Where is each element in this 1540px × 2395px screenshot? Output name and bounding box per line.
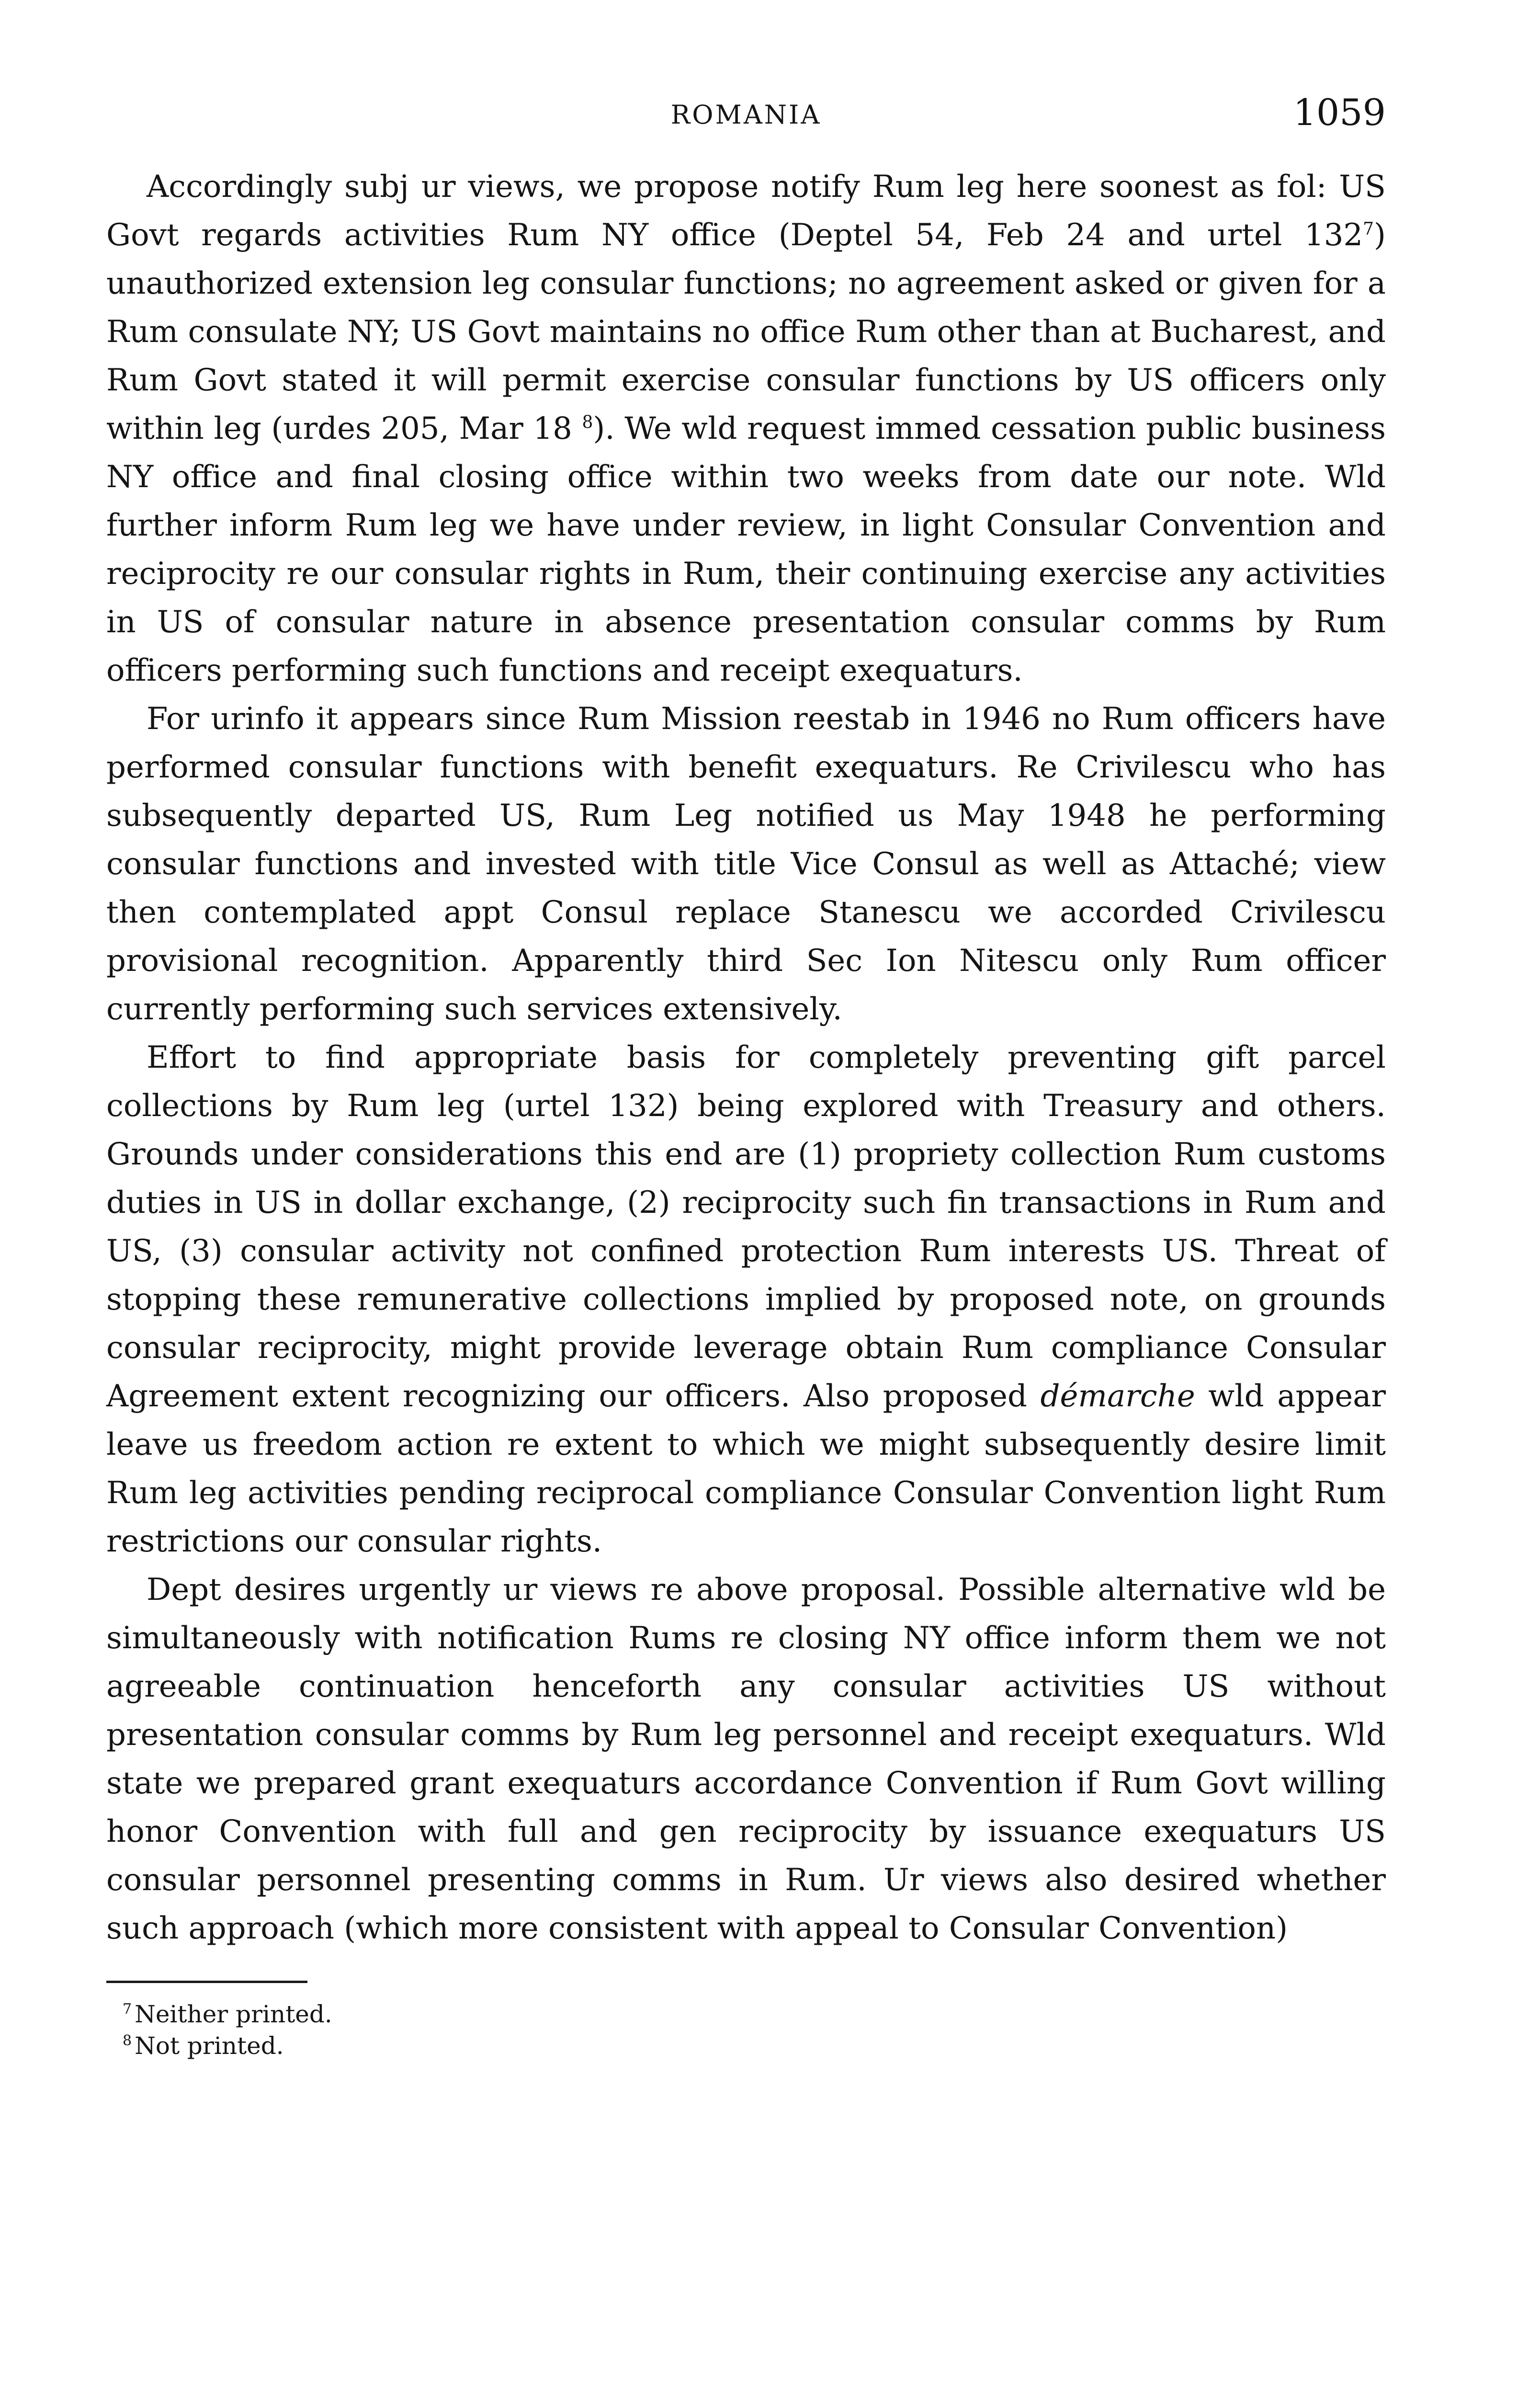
paragraph-1-text-b: ) unauthorized extension leg consular functions; no agreement asked or given for a Rum consulate NY; US Govt maintains no office Rum other than at Bucharest, and Rum Govt stated it will permit exercise consular functions by US officers only within leg (urdes 205, Mar 18 — [106, 217, 1386, 446]
page-header — [106, 91, 1386, 144]
footnote-text: Neither printed. — [135, 2000, 332, 2028]
paragraph-3 — [106, 1034, 1386, 1566]
paragraph-2: For urinfo it appears since Rum Mission reestab in 1946 no Rum officers have performed consular functions with benefit exequaturs. Re Crivilescu who has subsequently departed US, Rum Leg notified us May 1948 he performing consular functions and invested with title Vice Consul as well as Attaché; view then contemplated appt Consul replace Stanescu we accorded Crivilescu provisional recognition. Apparently third Sec Ion Nitescu only Rum officer currently performing such services extensively. — [106, 701, 1386, 1027]
page-number: 1059 — [1293, 91, 1386, 134]
running-head: ROMANIA — [670, 100, 822, 130]
paragraph-3-text-b: wld appear leave us freedom action re extent to which we might subsequently desire limit Rum leg activities pending reciprocal compliance Consular Convention light Rum restrictions our consular rights. — [106, 1379, 1386, 1559]
paragraph-3-text-a: Effort to find appropriate basis for completely preventing gift parcel collections by Rum leg (urtel 132) being explored with Treasury and others. Grounds under considerations this end are (1) propriety collection Rum customs duties in US in dollar exchange, (2) reciprocity such fin transactions in Rum and US, (3) consular activity not confined protection Rum interests US. Threat of stopping these remunerative collections implied by proposed note, on grounds consular reciprocity, might provide leverage obtain Rum compliance Consular Agreement extent recognizing our officers. Also proposed — [106, 1040, 1386, 1414]
footnote-mark: 7 — [123, 2001, 132, 2018]
body-text — [106, 163, 1386, 1953]
footnote-mark: 8 — [123, 2032, 132, 2050]
paragraph-1-text-a: Accordingly subj ur views, we propose notify Rum leg here soonest as fol: US Govt regards activities Rum NY office (Deptel 54, Feb 24 and urtel 132 — [106, 169, 1386, 253]
italic-term: démarche — [1040, 1379, 1195, 1414]
paragraph-4: Dept desires urgently ur views re above proposal. Possible alternative wld be simultaneously with notification Rums re closing NY office inform them we not agreeable continuation henceforth any consular activities US without presentation consular comms by Rum leg personnel and receipt exequaturs. Wld state we prepared grant exequaturs accordance Convention if Rum Govt willing honor Convention with full and gen reciprocity by issuance exequaturs US consular personnel presenting comms in Rum. Ur views also desired whether such approach (which more consistent with appeal to Consular Convention) — [106, 1572, 1386, 1946]
paragraph-1 — [106, 163, 1386, 695]
footnote-7 — [106, 1998, 1386, 2030]
footnote-divider — [106, 1981, 307, 1983]
footnote-ref-8: 8 — [582, 412, 593, 433]
footnote-ref-7: 7 — [1363, 219, 1374, 239]
footnote-text: Not printed. — [135, 2032, 284, 2060]
document-page — [106, 91, 1386, 2062]
paragraph-1-text-c: ). We wld request immed cessation public business NY office and final closing office within two weeks from date our note. Wld further inform Rum leg we have under review, in light Consular Convention and reciprocity re our consular rights in Rum, their continuing exercise any activities in US of consular nature in absence presentation consular comms by Rum officers performing such functions and receipt exequaturs. — [106, 411, 1386, 688]
footnote-8 — [106, 2030, 1386, 2062]
footnotes — [106, 1998, 1386, 2062]
